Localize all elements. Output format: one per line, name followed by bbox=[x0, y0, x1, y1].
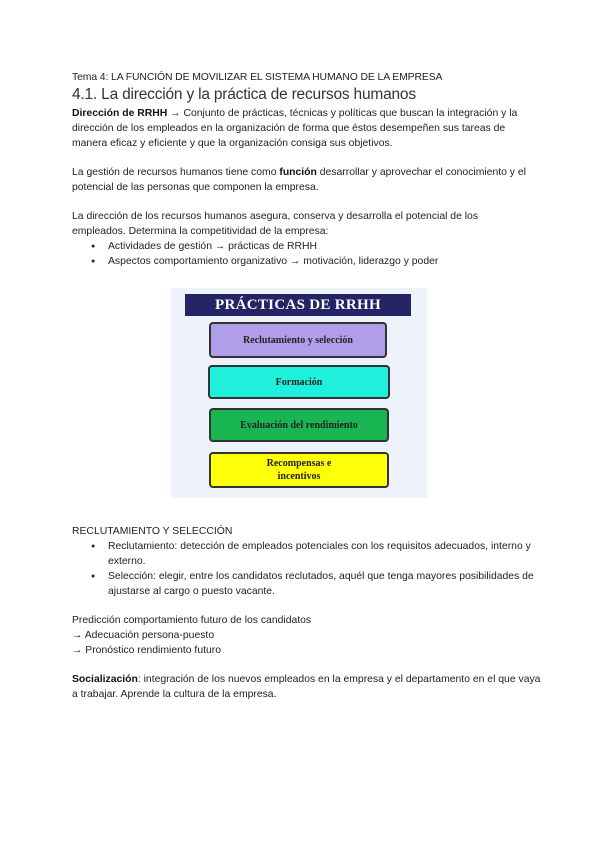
list-item: ● Actividades de gestión → prácticas de RRHH bbox=[108, 239, 532, 254]
figure-title: PRÁCTICAS DE RRHH bbox=[185, 294, 411, 316]
prediction-line: → Adecuación persona-puesto bbox=[72, 630, 215, 641]
prediction-title: Predicción comportamiento futuro de los candidatos bbox=[72, 615, 312, 626]
topic-heading: Tema 4: LA FUNCIÓN DE MOVILIZAR EL SISTEMA HUMANO DE LA EMPRESA bbox=[72, 72, 443, 83]
prediction-line: → Pronóstico rendimiento futuro bbox=[72, 645, 222, 656]
socialization-paragraph bbox=[72, 672, 542, 702]
direction-paragraph: La dirección de los recursos humanos asegura, conserva y desarrolla el potencial de los empleados. Determina la competitividad de la empresa: bbox=[72, 211, 479, 237]
function-bold: función bbox=[279, 167, 317, 178]
section-title: 4.1. La dirección y la práctica de recursos humanos bbox=[72, 86, 416, 103]
practice-box-training: Formación bbox=[208, 365, 390, 399]
list-item: ● Reclutamiento: detección de empleados potenciales con los requisitos adecuados, interno y externo. bbox=[108, 539, 542, 569]
definition-text: → Conjunto de prácticas, técnicas y políticas que buscan la integración y la dirección de los empleados en la organización de forma que éstos desempeñen sus tareas de manera eficaz y eficiente y que la organización consiga sus objetivos. bbox=[72, 108, 518, 149]
socialization-text: : integración de los nuevos empleados en la empresa y el departamento en el que vaya a trabajar. Aprende la cultura de la empresa. bbox=[72, 674, 541, 700]
definition-rrhh bbox=[72, 106, 532, 151]
function-text-after: desarrollar y aprovechar el conocimiento y el potencial de las personas que componen la empresa. bbox=[72, 167, 526, 193]
practice-box-evaluation: Evaluación del rendimiento bbox=[209, 408, 389, 442]
list-item: ● Selección: elegir, entre los candidatos reclutados, aquél que tenga mayores posibilidades de ajustarse al cargo o puesto vacante. bbox=[108, 569, 542, 599]
function-text-before: La gestión de recursos humanos tiene como bbox=[72, 167, 280, 178]
practices-figure bbox=[171, 288, 427, 498]
practice-box-recruitment: Reclutamiento y selección bbox=[209, 322, 387, 358]
recruitment-list bbox=[72, 539, 542, 599]
document-body bbox=[72, 70, 532, 269]
recruitment-heading: RECLUTAMIENTO Y SELECCIÓN bbox=[72, 526, 233, 537]
list-item: ● Aspectos comportamiento organizativo → motivación, liderazgo y poder bbox=[108, 254, 532, 269]
recruitment-section bbox=[72, 524, 542, 702]
rewards-label: Recompensas e incentivos bbox=[266, 458, 332, 482]
practice-box-rewards bbox=[209, 452, 389, 488]
definition-term: Dirección de RRHH bbox=[72, 108, 168, 119]
competitiveness-list bbox=[72, 239, 532, 269]
function-paragraph bbox=[72, 165, 532, 195]
socialization-term: Socialización bbox=[72, 674, 138, 685]
